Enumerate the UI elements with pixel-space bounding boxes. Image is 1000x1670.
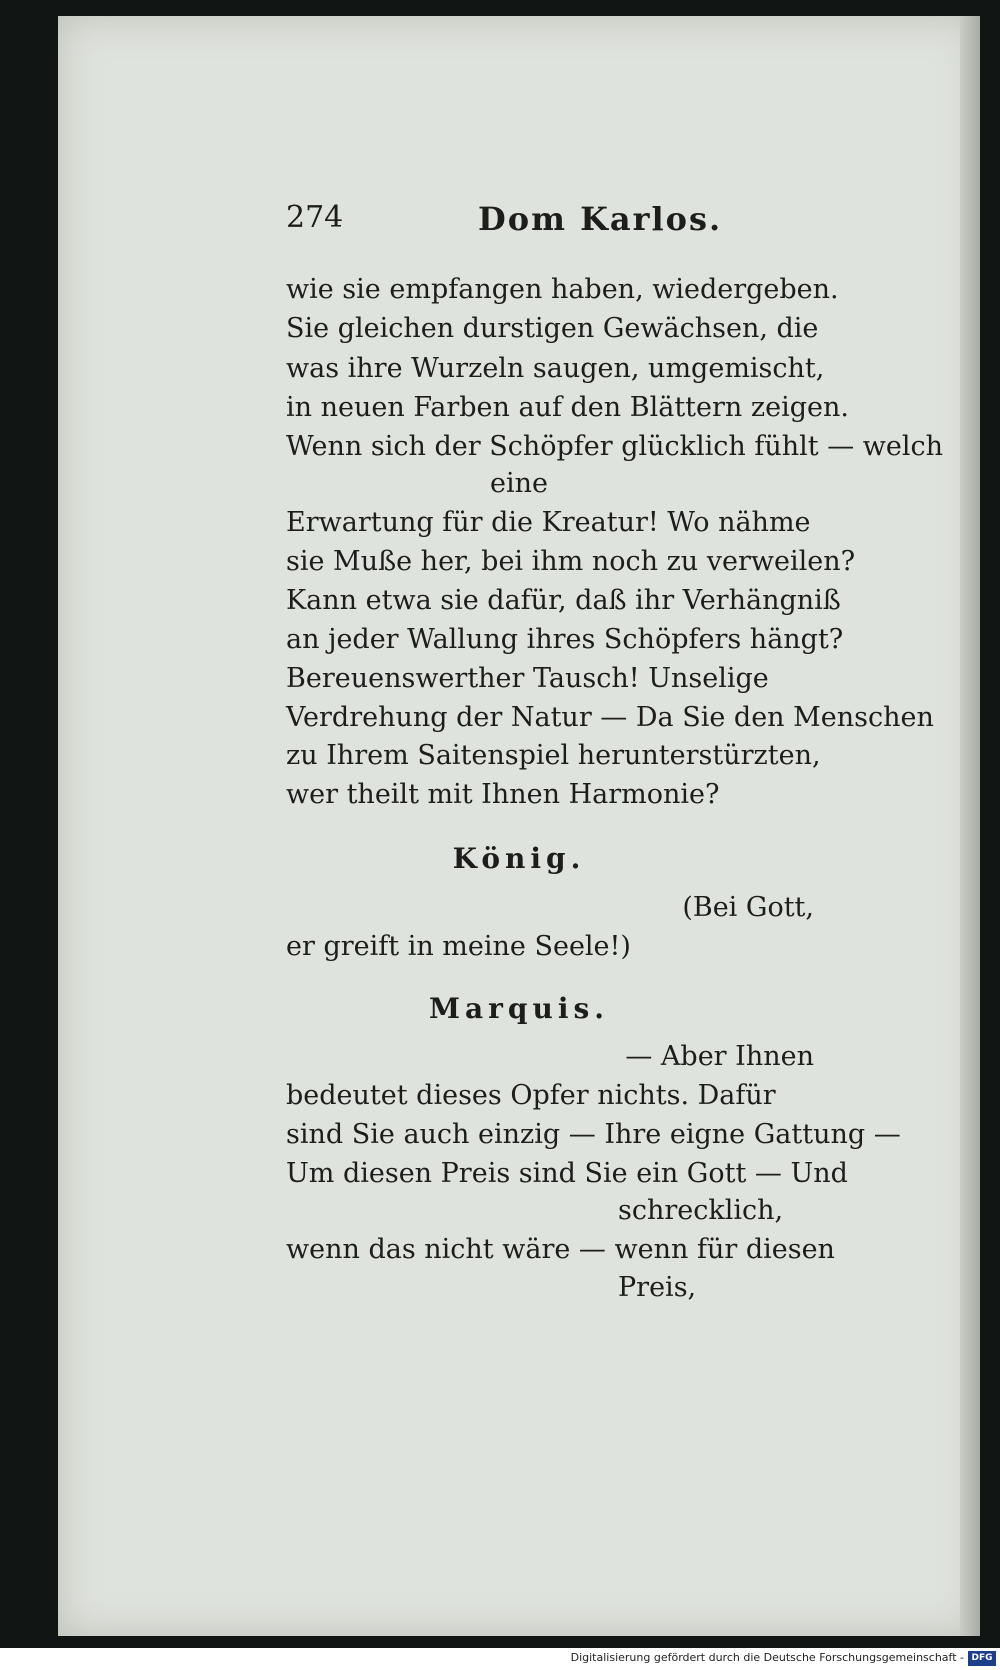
text-line: an jeder Wallung ihres Schöpfers hängt? (286, 624, 844, 655)
running-title: Dom Karlos. (478, 200, 723, 238)
text-line: wer theilt mit Ihnen Harmonie? (286, 779, 720, 810)
funding-credit: Digitalisierung gefördert durch die Deutsche Forschungsgemeinschaft - (570, 1651, 964, 1664)
text-line: Um diesen Preis sind Sie ein Gott — Und (286, 1158, 848, 1189)
text-line: Kann etwa sie dafür, daß ihr Verhängniß (286, 585, 841, 616)
text-line-continuation: schrecklich, (618, 1195, 784, 1226)
text-line: Verdrehung der Natur — Da Sie den Menschen (286, 702, 934, 733)
text-line: in neuen Farben auf den Blättern zeigen. (286, 392, 849, 423)
text-line: er greift in meine Seele!) (286, 931, 631, 962)
text-line: Wenn sich der Schöpfer glücklich fühlt — welch (286, 431, 944, 462)
book-page (58, 16, 980, 1636)
speaker-name-marquis: Marquis. (429, 992, 609, 1025)
text-line: sie Muße her, bei ihm noch zu verweilen? (286, 546, 856, 577)
text-line: Sie gleichen durstigen Gewächsen, die (286, 313, 819, 344)
text-line: bedeutet dieses Opfer nichts. Dafür (286, 1080, 776, 1111)
text-line: zu Ihrem Saitenspiel herunterstürzten, (286, 740, 821, 771)
dfg-logo: DFG (968, 1651, 996, 1666)
digitization-footer (0, 1648, 1000, 1670)
text-line: (Bei Gott, (682, 892, 814, 923)
text-line: Erwartung für die Kreatur! Wo nähme (286, 507, 811, 538)
text-line: was ihre Wurzeln saugen, umgemischt, (286, 353, 825, 384)
text-line: — Aber Ihnen (625, 1041, 814, 1072)
page-number: 274 (286, 200, 344, 235)
page-text (58, 16, 980, 1636)
text-line: wie sie empfangen haben, wiedergeben. (286, 274, 839, 305)
speaker-name-koenig: König. (452, 842, 586, 875)
text-line-continuation: eine (490, 468, 548, 499)
text-line: Bereuenswerther Tausch! Unselige (286, 663, 769, 694)
text-line: sind Sie auch einzig — Ihre eigne Gattung — (286, 1119, 901, 1150)
text-line-continuation: Preis, (618, 1272, 697, 1303)
text-line: wenn das nicht wäre — wenn für diesen (286, 1234, 835, 1265)
